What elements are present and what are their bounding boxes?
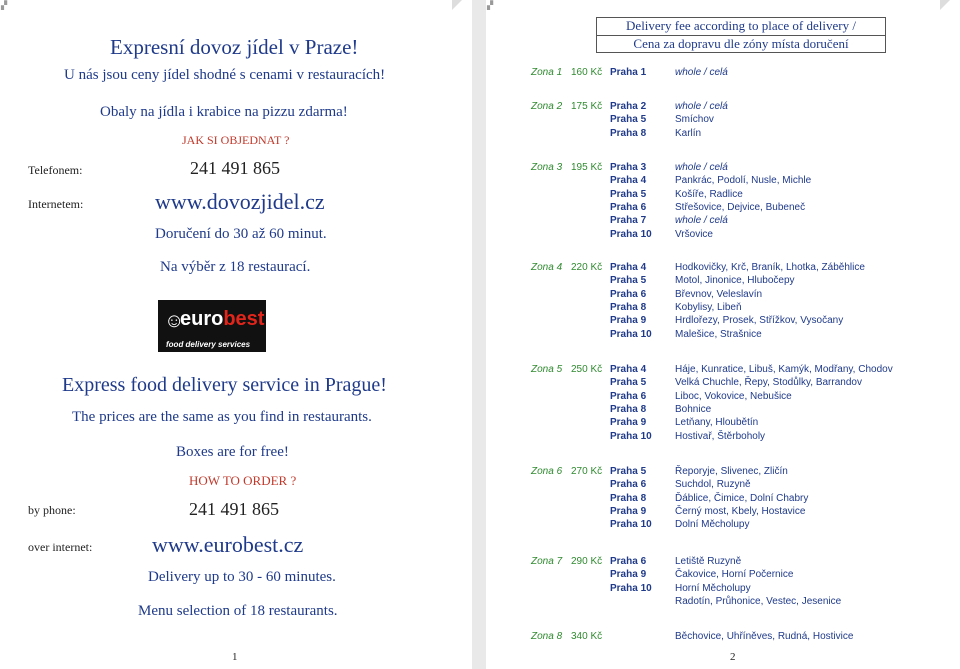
district-label: Praha 10 xyxy=(610,430,652,442)
zone-price: 195 Kč xyxy=(571,162,603,173)
area-list: Suchdol, Ruzyně xyxy=(675,479,751,491)
district-label: Praha 10 xyxy=(610,519,652,531)
zone-label: Zona 4 xyxy=(531,262,563,273)
zone-price: 340 Kč xyxy=(571,631,603,642)
cz-website-link[interactable]: www.dovozjidel.cz xyxy=(155,189,325,214)
district-label: Praha 5 xyxy=(610,188,647,200)
area-list: Karlín xyxy=(675,127,702,139)
chef-icon: ☺ xyxy=(164,310,185,332)
area-list: Pankrác, Podolí, Nusle, Michle xyxy=(675,175,812,187)
page-1 xyxy=(0,0,472,669)
zone-label: Zona 8 xyxy=(531,631,563,642)
logo-wordmark: eurobest xyxy=(180,308,265,330)
zone-price: 250 Kč xyxy=(571,364,603,375)
area-list: Radotín, Průhonice, Vestec, Jesenice xyxy=(675,595,842,607)
area-list: Kobylisy, Libeň xyxy=(675,301,742,313)
area-list: whole / celá xyxy=(675,67,728,78)
area-list: Letiště Ruzyně xyxy=(675,556,742,567)
area-list: Běchovice, Uhříněves, Rudná, Hostivice xyxy=(675,631,854,642)
district-label: Praha 10 xyxy=(610,582,652,594)
en-web-label: over internet: xyxy=(28,540,93,554)
page-corner-icon: ▞ xyxy=(1,1,8,10)
logo-tagline: food delivery services xyxy=(166,340,251,349)
district-label: Praha 3 xyxy=(610,162,647,173)
district-label: Praha 5 xyxy=(610,275,647,287)
en-boxes-note: Boxes are for free! xyxy=(176,444,289,460)
district-label: Praha 5 xyxy=(610,377,647,389)
en-restaurant-count: Menu selection of 18 restaurants. xyxy=(138,603,338,619)
area-list: Letňany, Hloubětín xyxy=(675,417,759,429)
page-corner-icon: ▞ xyxy=(487,1,494,10)
cz-prices-note: U nás jsou ceny jídel shodné s cenami v restauracích! xyxy=(64,67,386,83)
district-label: Praha 5 xyxy=(610,466,647,477)
district-label: Praha 9 xyxy=(610,417,647,429)
district-label: Praha 6 xyxy=(610,390,647,402)
district-label: Praha 7 xyxy=(610,215,647,227)
header-line-cz: Cena za dopravu dle zóny místa doručení xyxy=(633,36,849,51)
cz-boxes-note: Obaly na jídla i krabice na pizzu zdarma! xyxy=(100,104,348,120)
page-fold-icon xyxy=(940,0,950,10)
area-list: whole / celá xyxy=(675,215,728,227)
district-label: Praha 8 xyxy=(610,301,647,313)
en-how-to-order: HOW TO ORDER ? xyxy=(189,473,297,488)
area-list: Dolní Měcholupy xyxy=(675,519,750,531)
area-list: Čakovice, Horní Počernice xyxy=(675,569,794,581)
area-list: Vršovice xyxy=(675,228,713,240)
zone-label: Zona 5 xyxy=(531,364,563,375)
en-delivery-time: Delivery up to 30 - 60 minutes. xyxy=(148,569,336,585)
district-label: Praha 2 xyxy=(610,101,647,112)
district-label: Praha 6 xyxy=(610,556,647,567)
zone-label: Zona 6 xyxy=(531,466,563,477)
district-label: Praha 6 xyxy=(610,288,647,300)
cz-phone-label: Telefonem: xyxy=(28,163,83,177)
page-number: 1 xyxy=(232,651,238,663)
district-label: Praha 4 xyxy=(610,262,647,273)
zone-label: Zona 1 xyxy=(531,67,563,78)
district-label: Praha 8 xyxy=(610,403,647,415)
cz-title: Expresní dovoz jídel v Praze! xyxy=(110,35,359,59)
district-label: Praha 10 xyxy=(610,228,652,240)
header-line-en: Delivery fee according to place of delivery / xyxy=(597,18,885,36)
area-list: Motol, Jinonice, Hlubočepy xyxy=(675,275,795,287)
en-title: Express food delivery service in Prague! xyxy=(62,374,387,396)
area-list: Malešice, Strašnice xyxy=(675,328,762,340)
district-label: Praha 4 xyxy=(610,175,647,187)
zone-price: 270 Kč xyxy=(571,466,603,477)
area-list: Ďáblice, Čimice, Dolní Chabry xyxy=(675,492,809,504)
area-list: Střešovice, Dejvice, Bubeneč xyxy=(675,201,806,213)
district-label: Praha 10 xyxy=(610,328,652,340)
district-label: Praha 9 xyxy=(610,569,647,581)
page-2 xyxy=(486,0,960,669)
district-label: Praha 4 xyxy=(610,364,647,375)
district-label: Praha 1 xyxy=(610,67,647,78)
zone-price: 175 Kč xyxy=(571,101,603,112)
cz-web-label: Internetem: xyxy=(28,197,84,211)
zone-price: 160 Kč xyxy=(571,67,603,78)
zone-price: 290 Kč xyxy=(571,556,603,567)
zone-label: Zona 2 xyxy=(531,101,563,112)
en-prices-note: The prices are the same as you find in restaurants. xyxy=(72,409,372,425)
district-label: Praha 6 xyxy=(610,201,647,213)
en-phone-number[interactable]: 241 491 865 xyxy=(189,499,279,519)
area-list: Břevnov, Veleslavín xyxy=(675,288,763,300)
area-list: Velká Chuchle, Řepy, Stodůlky, Barrandov xyxy=(675,377,862,389)
district-label: Praha 9 xyxy=(610,315,647,327)
delivery-fee-header xyxy=(596,17,886,53)
area-list: whole / celá xyxy=(675,162,728,173)
district-label: Praha 6 xyxy=(610,479,647,491)
district-label: Praha 9 xyxy=(610,505,647,517)
page-number: 2 xyxy=(730,651,736,663)
area-list: Smíchov xyxy=(675,114,714,126)
area-list: Háje, Kunratice, Libuš, Kamýk, Modřany, Chodov xyxy=(675,364,893,375)
cz-phone-number[interactable]: 241 491 865 xyxy=(190,158,280,178)
area-list: Řeporyje, Slivenec, Zličín xyxy=(675,466,788,477)
page-fold-icon xyxy=(452,0,462,10)
area-list: Horní Měcholupy xyxy=(675,582,751,594)
district-label: Praha 5 xyxy=(610,114,647,126)
zone-label: Zona 3 xyxy=(531,162,563,173)
area-list: Hostivař, Štěrboholy xyxy=(675,430,766,442)
area-list: Hrdlořezy, Prosek, Střížkov, Vysočany xyxy=(675,315,844,327)
area-list: whole / celá xyxy=(675,101,728,112)
en-phone-label: by phone: xyxy=(28,503,76,517)
en-website-link[interactable]: www.eurobest.cz xyxy=(152,532,304,557)
area-list: Liboc, Vokovice, Nebušice xyxy=(675,390,792,402)
cz-delivery-time: Doručení do 30 až 60 minut. xyxy=(155,226,327,242)
cz-how-to-order: JAK SI OBJEDNAT ? xyxy=(182,133,290,147)
area-list: Bohnice xyxy=(675,403,712,415)
area-list: Košíře, Radlice xyxy=(675,188,743,200)
zone-label: Zona 7 xyxy=(531,556,563,567)
zone-price: 220 Kč xyxy=(571,262,603,273)
district-label: Praha 8 xyxy=(610,127,647,139)
eurobest-logo xyxy=(158,300,266,352)
area-list: Hodkovičky, Krč, Braník, Lhotka, Záběhlice xyxy=(675,262,865,273)
district-label: Praha 8 xyxy=(610,492,647,504)
area-list: Černý most, Kbely, Hostavice xyxy=(675,505,806,517)
cz-restaurant-count: Na výběr z 18 restaurací. xyxy=(160,259,311,275)
